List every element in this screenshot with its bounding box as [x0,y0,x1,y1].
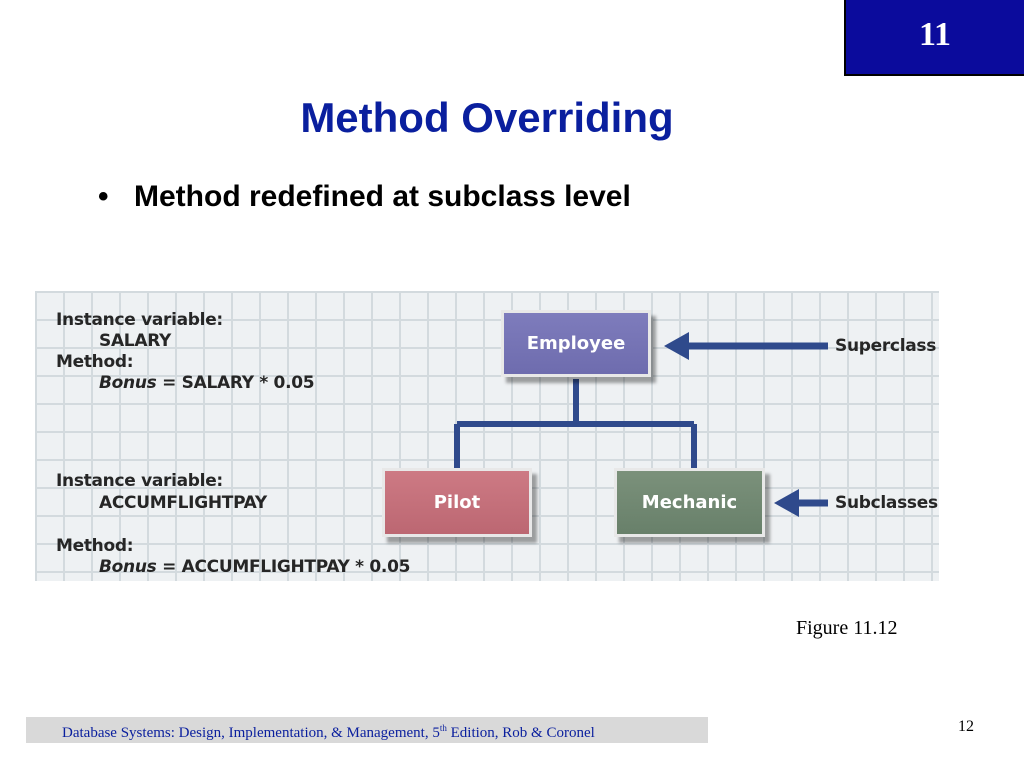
subclass-instance-value: ACCUMFLIGHTPAY [99,493,267,513]
subclass-method-formula [99,557,410,577]
subclass-instance-label: Instance variable: [56,471,223,491]
footer-text-end: Edition, Rob & Coronel [446,725,595,741]
footer-superscript: th [439,723,447,733]
superclass-method-formula [99,373,314,393]
subclasses-arrow-icon [774,489,828,517]
page-number: 12 [958,718,974,735]
footer-citation [62,723,595,742]
footer-bar [26,717,708,743]
superclass-arrow-icon [664,332,828,360]
pilot-class-box: Pilot [382,468,532,537]
mechanic-class-box: Mechanic [614,468,765,537]
slide-title: Method Overriding [300,94,674,141]
superclass-label: Superclass [835,336,937,356]
footer-text-main: Database Systems: Design, Implementation, & Management, 5 [62,725,440,741]
employee-class-box: Employee [501,310,651,377]
figure-caption: Figure 11.12 [796,617,898,639]
subclass-method-label: Method: [56,536,134,556]
superclass-instance-label: Instance variable: [56,310,223,330]
bullet-text: Method redefined at subclass level [134,180,631,213]
chapter-badge [844,0,1024,76]
superclass-method-name: Bonus [99,373,157,393]
inheritance-diagram [35,291,939,581]
superclass-instance-value: SALARY [99,331,172,351]
superclass-method-label: Method: [56,352,134,372]
subclass-method-name: Bonus [99,557,157,577]
superclass-method-expression: = SALARY * 0.05 [156,373,315,393]
subclasses-label: Subclasses [835,493,938,513]
subclass-method-expression: = ACCUMFLIGHTPAY * 0.05 [156,557,411,577]
chapter-number: 11 [918,16,952,53]
bullet-icon: • [98,180,109,213]
